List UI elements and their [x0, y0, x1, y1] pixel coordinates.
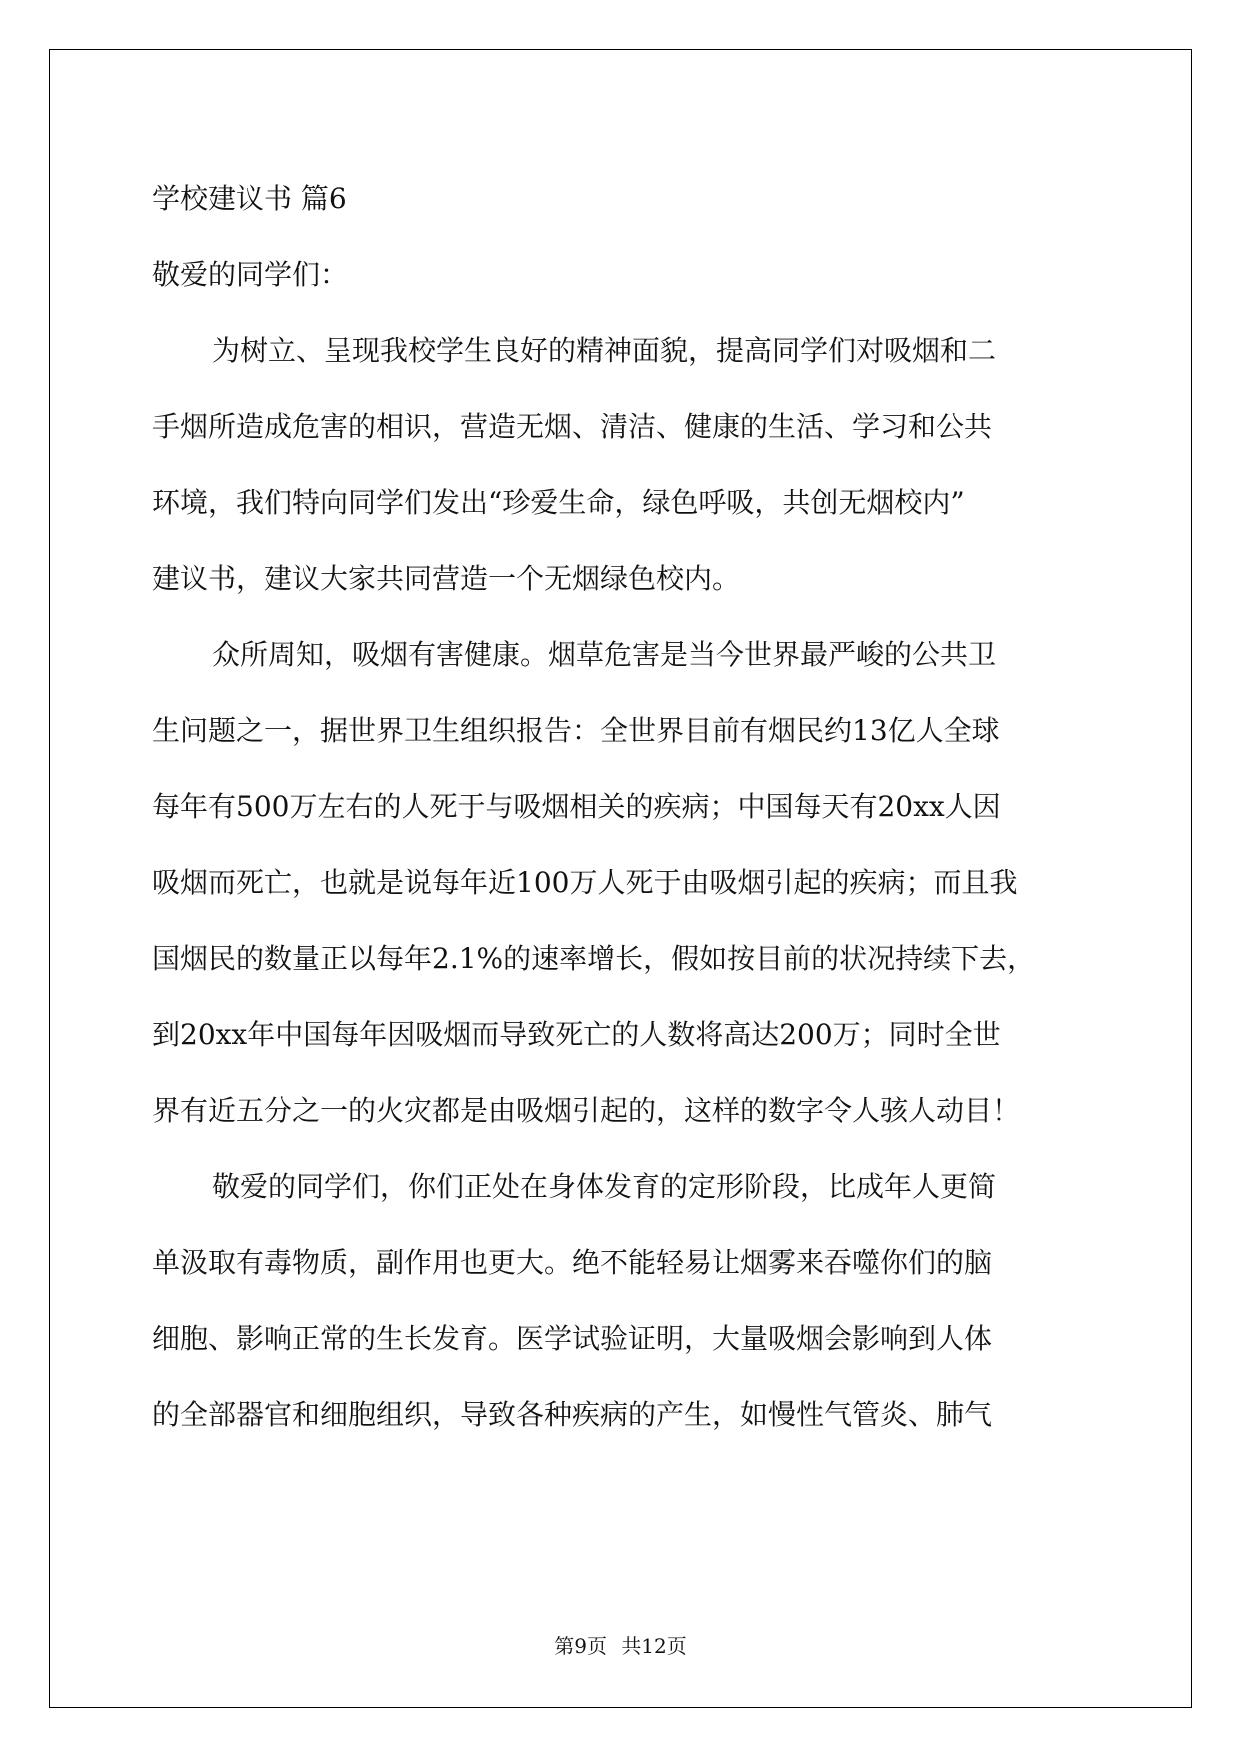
paragraph-line: 环境，我们特向同学们发出“珍爱生命，绿色呼吸，共创无烟校内”	[152, 486, 965, 519]
paragraph-line: 界有近五分之一的火灾都是由吸烟引起的，这样的数字令人骇人动目！	[152, 1094, 1021, 1127]
paragraph-line: 为树立、呈现我校学生良好的精神面貌，提高同学们对吸烟和二	[212, 334, 997, 367]
paragraph-line: 到20xx年中国每年因吸烟而导致死亡的人数将高达200万；同时全世	[152, 1018, 1001, 1051]
page-footer	[0, 1630, 1241, 1659]
paragraph-line: 众所周知，吸烟有害健康。烟草危害是当今世界最严峻的公共卫	[212, 638, 997, 671]
page-total: 共12页	[621, 1634, 687, 1658]
paragraph-line: 手烟所造成危害的相识，营造无烟、清洁、健康的生活、学习和公共	[152, 410, 993, 443]
section-title: 学校建议书 篇6	[152, 182, 347, 215]
paragraph-line: 吸烟而死亡，也就是说每年近100万人死于由吸烟引起的疾病；而且我	[152, 866, 1018, 899]
document-body	[152, 161, 1092, 1453]
paragraph-line: 敬爱的同学们，你们正处在身体发育的定形阶段，比成年人更简	[212, 1170, 997, 1203]
paragraph-line: 国烟民的数量正以每年2.1%的速率增长，假如按目前的状况持续下去，	[152, 942, 1036, 975]
paragraph-line: 的全部器官和细胞组织，导致各种疾病的产生，如慢性气管炎、肺气	[152, 1398, 993, 1431]
paragraph-line: 单汲取有毒物质，副作用也更大。绝不能轻易让烟雾来吞噬你们的脑	[152, 1246, 993, 1279]
paragraph-line: 生问题之一，据世界卫生组织报告：全世界目前有烟民约13亿人全球	[152, 714, 1000, 747]
paragraph-line: 每年有500万左右的人死于与吸烟相关的疾病；中国每天有20xx人因	[152, 790, 1001, 823]
page-number: 第9页	[554, 1634, 607, 1658]
salutation: 敬爱的同学们：	[152, 258, 349, 291]
paragraph-line: 细胞、影响正常的生长发育。医学试验证明，大量吸烟会影响到人体	[152, 1322, 993, 1355]
paragraph-line: 建议书，建议大家共同营造一个无烟绿色校内。	[152, 562, 741, 595]
